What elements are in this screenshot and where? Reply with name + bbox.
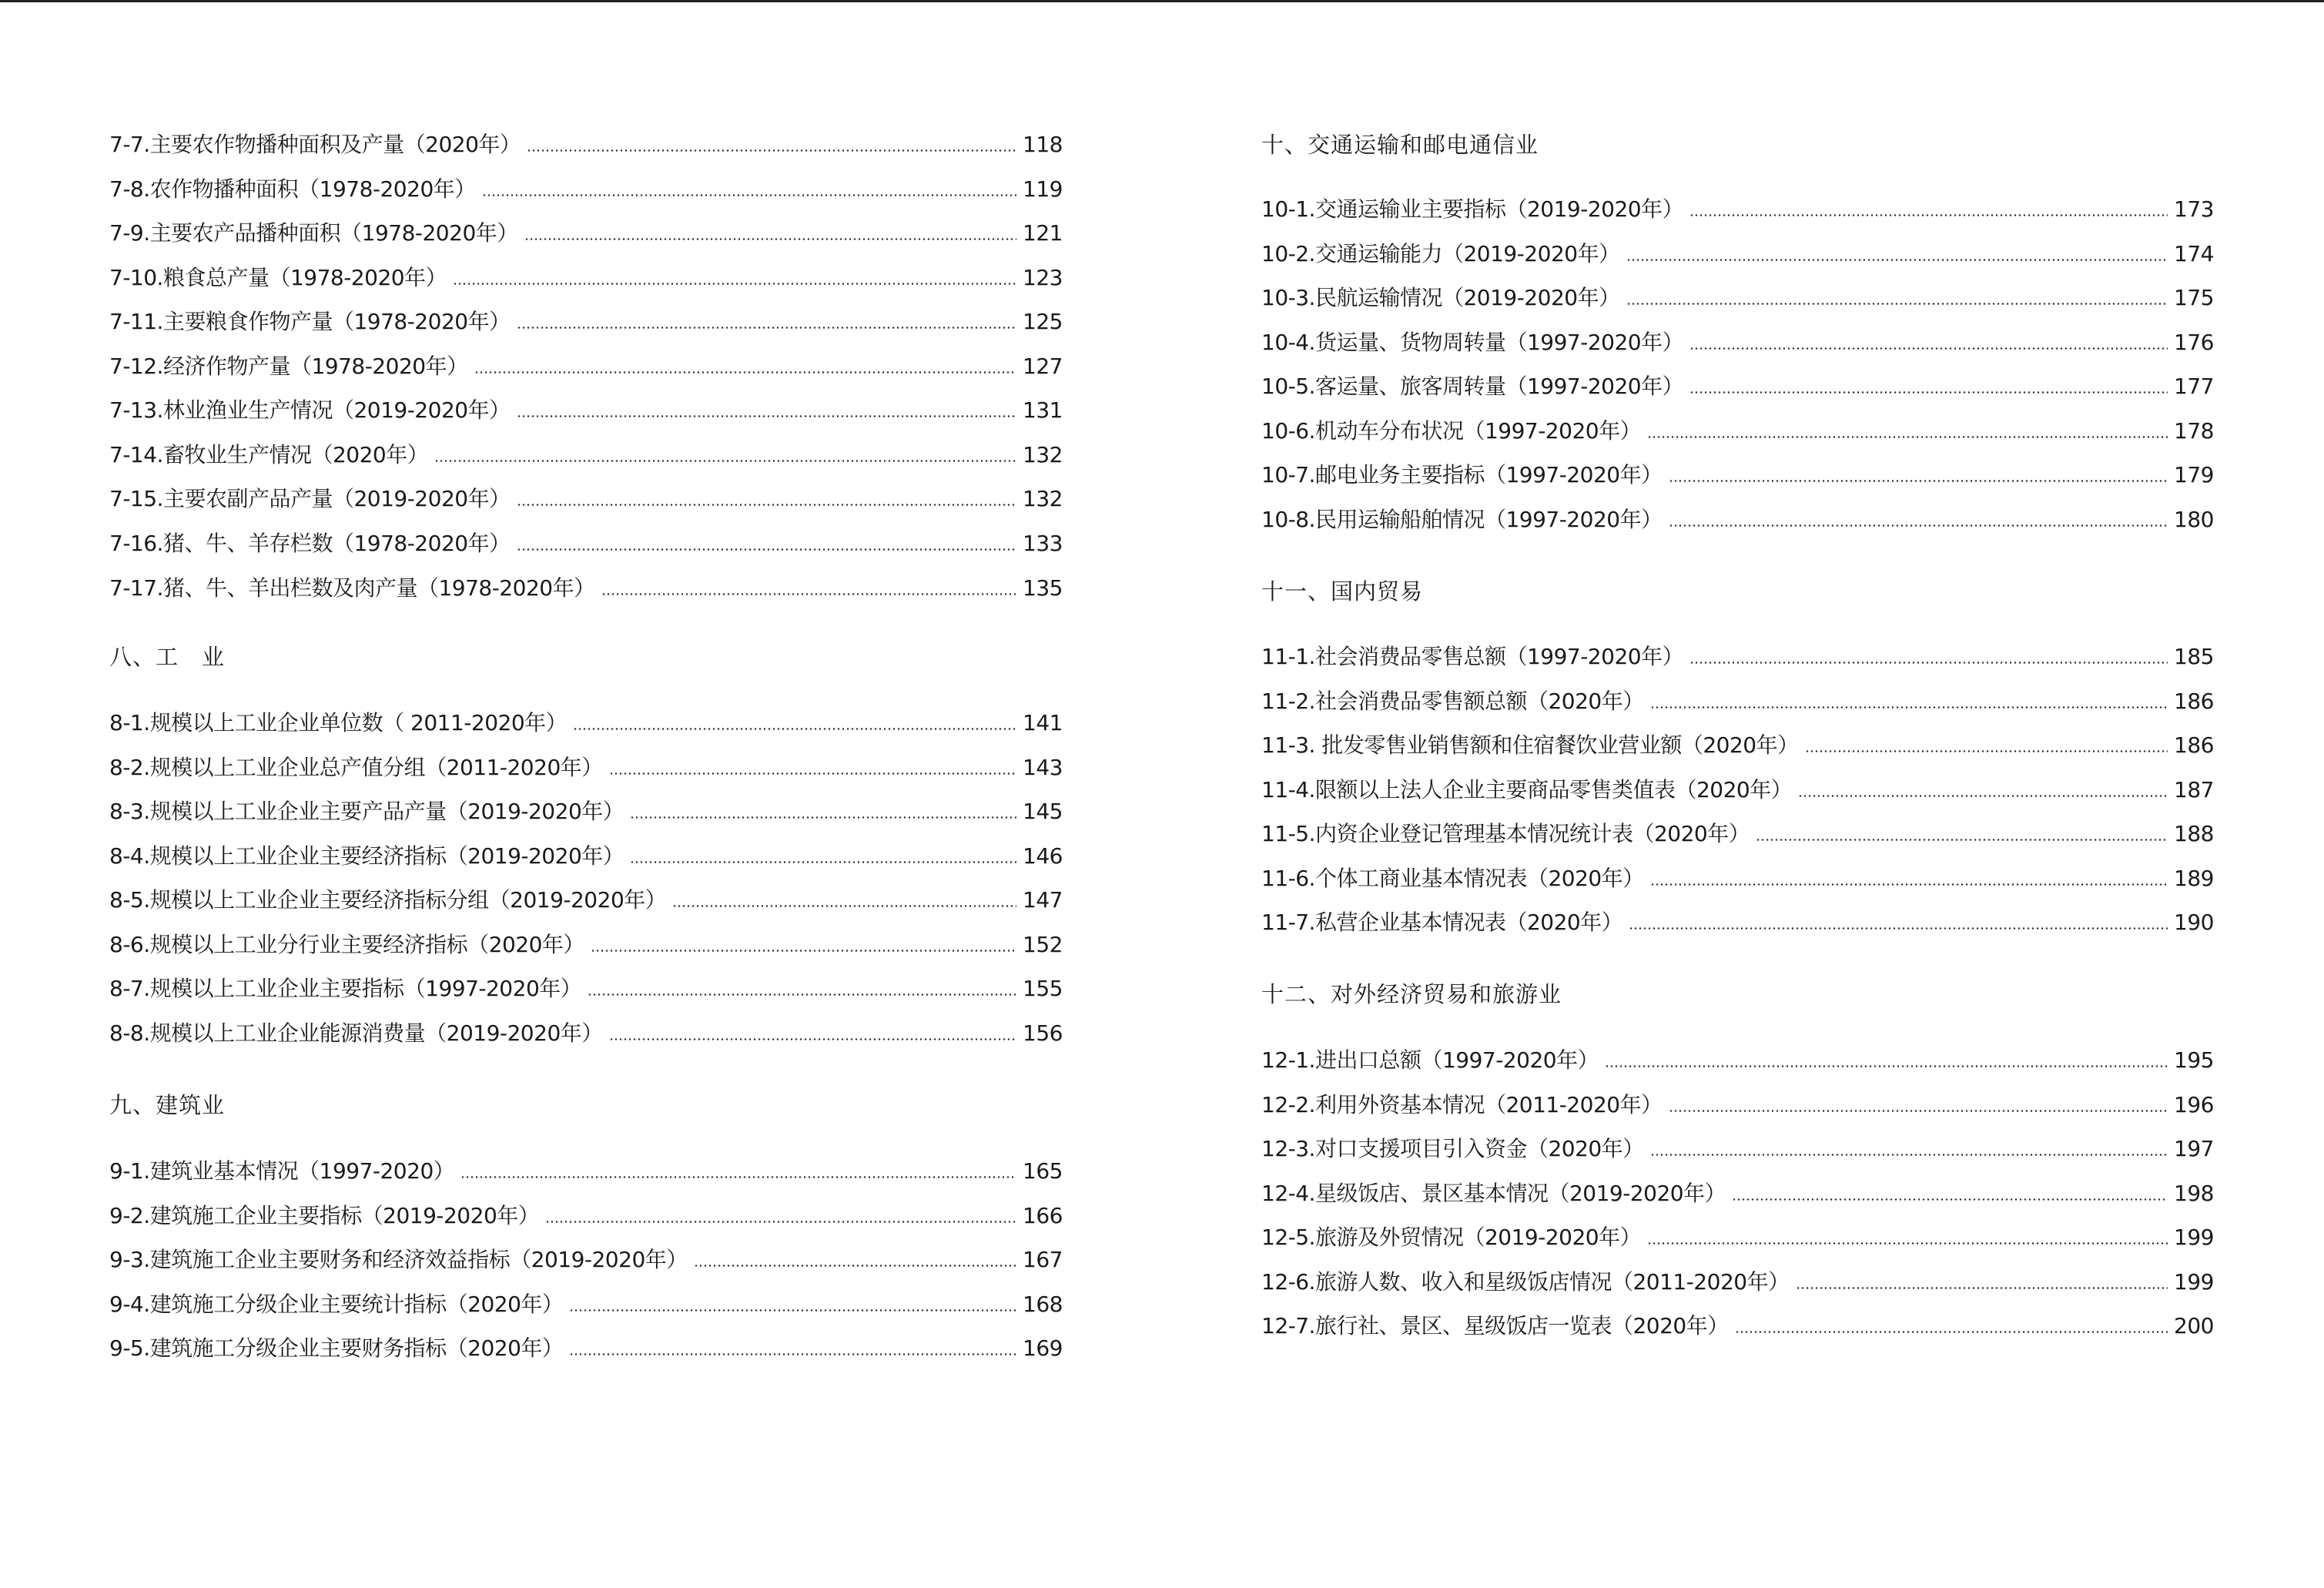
toc-entry-page-number: 190 — [2174, 910, 2214, 936]
toc-entry-page-number: 127 — [1023, 353, 1063, 379]
dot-leader — [1689, 662, 2168, 664]
dot-leader — [1605, 1065, 2168, 1067]
toc-entry-page-number: 119 — [1023, 176, 1063, 202]
toc-entry-page-number: 132 — [1023, 486, 1063, 512]
toc-entry[interactable] — [109, 514, 1063, 559]
toc-entry-title: 12-5.旅游及外贸情况（2019-2020年） — [1261, 1225, 1642, 1251]
toc-entry[interactable] — [1261, 893, 2214, 938]
dot-leader — [630, 816, 1016, 819]
toc-entry[interactable] — [109, 1319, 1063, 1364]
toc-entry-page-number: 188 — [2174, 821, 2214, 847]
toc-entry[interactable] — [1261, 1164, 2214, 1209]
dot-leader — [1689, 214, 2168, 216]
dot-leader — [1650, 706, 2168, 709]
toc-entry-page-number: 121 — [1023, 220, 1063, 246]
toc-entry-page-number: 198 — [2174, 1180, 2214, 1206]
dot-leader — [1689, 391, 2168, 394]
toc-entry-title: 9-1.建筑业基本情况（1997-2020） — [109, 1158, 455, 1184]
toc-entry-page-number: 175 — [2174, 285, 2214, 311]
toc-entry-title: 7-11.主要粮食作物产量（1978-2020年） — [109, 309, 511, 335]
toc-entry[interactable] — [109, 160, 1063, 205]
toc-entry-title: 7-8.农作物播种面积（1978-2020年） — [109, 176, 476, 202]
dot-leader — [569, 1309, 1016, 1312]
toc-entry[interactable] — [1261, 1297, 2214, 1342]
toc-entry-page-number: 143 — [1023, 754, 1063, 780]
toc-entry-title: 12-4.星级饭店、景区基本情况（2019-2020年） — [1261, 1180, 1726, 1206]
toc-entry-title: 8-8.规模以上工业企业能源消费量（2019-2020年） — [109, 1020, 603, 1046]
toc-entry-page-number: 195 — [2174, 1047, 2214, 1073]
toc-entry-page-number: 186 — [2174, 732, 2214, 759]
toc-entry-page-number: 199 — [2174, 1268, 2214, 1295]
dot-leader — [1796, 1287, 2168, 1289]
toc-entry-page-number: 176 — [2174, 329, 2214, 355]
toc-entry-page-number: 187 — [2174, 776, 2214, 802]
toc-entry[interactable] — [109, 782, 1063, 827]
dot-leader — [517, 504, 1016, 506]
toc-entry[interactable] — [109, 871, 1063, 916]
dot-leader — [609, 772, 1016, 775]
toc-entry-title: 8-5.规模以上工业企业主要经济指标分组（2019-2020年） — [109, 887, 667, 913]
toc-entry-title: 10-5.客运量、旅客周转量（1997-2020年） — [1261, 374, 1684, 400]
toc-entry[interactable] — [1261, 269, 2214, 313]
toc-entry-page-number: 167 — [1023, 1247, 1063, 1273]
toc-entry-title: 11-2.社会消费品零售额总额（2020年） — [1261, 688, 1644, 714]
toc-entry[interactable] — [109, 204, 1063, 249]
toc-entry-title: 12-7.旅行社、景区、星级饭店一览表（2020年） — [1261, 1313, 1729, 1339]
toc-entry-title: 10-1.交通运输业主要指标（2019-2020年） — [1261, 196, 1684, 222]
toc-entry-title: 10-7.邮电业务主要指标（1997-2020年） — [1261, 462, 1663, 488]
toc-entry-page-number: 135 — [1023, 575, 1063, 601]
toc-entry-title: 7-16.猪、牛、羊存栏数（1978-2020年） — [109, 530, 511, 556]
toc-entry[interactable] — [1261, 716, 2214, 761]
toc-entry[interactable] — [1261, 313, 2214, 358]
section-heading-foreign-trade: 十二、对外经济贸易和旅游业 — [1261, 981, 1562, 1007]
dot-leader — [1735, 1331, 2168, 1333]
toc-entry[interactable] — [109, 116, 1063, 160]
dot-leader — [524, 238, 1016, 240]
toc-entry-page-number: 152 — [1023, 931, 1063, 957]
dot-leader — [1669, 524, 2168, 527]
toc-entry-page-number: 199 — [2174, 1225, 2214, 1251]
toc-entry-title: 10-8.民用运输船舶情况（1997-2020年） — [1261, 506, 1663, 532]
dot-leader — [1629, 927, 2168, 930]
toc-entry[interactable] — [109, 916, 1063, 960]
dot-leader — [569, 1353, 1016, 1355]
toc-entry[interactable] — [1261, 491, 2214, 535]
toc-entry-title: 7-10.粮食总产量（1978-2020年） — [109, 264, 447, 290]
toc-entry-page-number: 186 — [2174, 688, 2214, 714]
dot-leader — [474, 371, 1016, 374]
toc-entry-page-number: 196 — [2174, 1091, 2214, 1117]
toc-entry-title: 7-7.主要农作物播种面积及产量（2020年） — [109, 132, 521, 157]
toc-entry[interactable] — [1261, 1076, 2214, 1121]
toc-entry-title: 7-15.主要农副产品产量（2019-2020年） — [109, 486, 511, 512]
dot-leader — [482, 194, 1016, 196]
dot-leader — [1669, 1110, 2168, 1112]
toc-entry-page-number: 197 — [2174, 1136, 2214, 1162]
toc-entry-title: 7-12.经济作物产量（1978-2020年） — [109, 353, 468, 379]
toc-entry[interactable] — [1261, 761, 2214, 806]
toc-entry-page-number: 125 — [1023, 309, 1063, 335]
dot-leader — [601, 593, 1016, 595]
toc-entry[interactable] — [1261, 225, 2214, 270]
toc-entry-page-number: 166 — [1023, 1202, 1063, 1228]
toc-entry-title: 11-4.限额以上法人企业主要商品零售类值表（2020年） — [1261, 776, 1793, 802]
dot-leader — [573, 728, 1016, 730]
toc-entry-title: 9-5.建筑施工分级企业主要财务指标（2020年） — [109, 1335, 564, 1362]
toc-entry-page-number: 133 — [1023, 530, 1063, 556]
toc-entry[interactable] — [1261, 1253, 2214, 1298]
dot-leader — [1647, 436, 2168, 438]
section-heading-transport: 十、交通运输和邮电通信业 — [1261, 132, 1539, 158]
toc-entry-title: 11-5.内资企业登记管理基本情况统计表（2020年） — [1261, 821, 1750, 847]
toc-entry-page-number: 189 — [2174, 865, 2214, 891]
dot-leader — [527, 149, 1016, 152]
toc-entry[interactable] — [109, 249, 1063, 293]
toc-entry[interactable] — [1261, 805, 2214, 849]
toc-entry-title: 10-6.机动车分布状况（1997-2020年） — [1261, 417, 1642, 444]
dot-leader — [517, 415, 1016, 417]
toc-entry[interactable] — [109, 960, 1063, 1004]
toc-entry-page-number: 132 — [1023, 441, 1063, 467]
toc-entry-page-number: 145 — [1023, 799, 1063, 825]
toc-entry-title: 11-3. 批发零售业销售额和住宿餐饮业营业额（2020年） — [1261, 732, 1799, 759]
dot-leader — [609, 1038, 1016, 1040]
dot-leader — [1756, 839, 2168, 841]
toc-entry-title: 7-9.主要农产品播种面积（1978-2020年） — [109, 220, 518, 246]
dot-leader — [591, 950, 1016, 952]
dot-leader — [1626, 259, 2168, 261]
toc-entry-page-number: 155 — [1023, 976, 1063, 1002]
toc-entry[interactable] — [109, 381, 1063, 426]
toc-entry-title: 12-2.利用外资基本情况（2011-2020年） — [1261, 1091, 1663, 1117]
toc-entry[interactable] — [1261, 1120, 2214, 1164]
toc-entry-title: 11-1.社会消费品零售总额（1997-2020年） — [1261, 644, 1684, 669]
toc-entry[interactable] — [109, 1142, 1063, 1187]
toc-entry-title: 7-14.畜牧业生产情况（2020年） — [109, 441, 429, 467]
toc-entry[interactable] — [109, 827, 1063, 872]
dot-leader — [694, 1265, 1016, 1267]
toc-entry-page-number: 131 — [1023, 397, 1063, 424]
toc-entry-title: 7-13.林业渔业生产情况（2019-2020年） — [109, 397, 511, 424]
toc-entry-title: 9-2.建筑施工企业主要指标（2019-2020年） — [109, 1202, 540, 1228]
toc-entry-title: 8-3.规模以上工业企业主要产品产量（2019-2020年） — [109, 799, 625, 825]
toc-entry-page-number: 177 — [2174, 374, 2214, 400]
dot-leader — [1650, 1154, 2168, 1156]
toc-entry-title: 8-1.规模以上工业企业单位数（ 2011-2020年） — [109, 710, 568, 735]
dot-leader — [1732, 1198, 2168, 1201]
toc-entry-page-number: 168 — [1023, 1291, 1063, 1317]
toc-entry[interactable] — [1261, 1031, 2214, 1076]
dot-leader — [672, 905, 1016, 907]
toc-entry-title: 11-6.个体工商业基本情况表（2020年） — [1261, 865, 1644, 891]
toc-entry-title: 9-4.建筑施工分级企业主要统计指标（2020年） — [109, 1291, 564, 1317]
toc-entry-page-number: 169 — [1023, 1335, 1063, 1362]
toc-entry-page-number: 123 — [1023, 264, 1063, 290]
toc-entry[interactable] — [109, 694, 1063, 739]
toc-entry[interactable] — [109, 426, 1063, 471]
toc-entry-page-number: 173 — [2174, 196, 2214, 222]
dot-leader — [517, 548, 1016, 551]
dot-leader — [1669, 480, 2168, 482]
toc-entry-title: 11-7.私营企业基本情况表（2020年） — [1261, 910, 1623, 936]
toc-entry-page-number: 165 — [1023, 1158, 1063, 1184]
dot-leader — [453, 283, 1016, 285]
toc-entry-title: 9-3.建筑施工企业主要财务和经济效益指标（2019-2020年） — [109, 1247, 688, 1273]
toc-entry-page-number: 185 — [2174, 644, 2214, 669]
toc-entry-page-number: 180 — [2174, 506, 2214, 532]
dot-leader — [1647, 1242, 2168, 1245]
toc-entry-title: 8-2.规模以上工业企业总产值分组（2011-2020年） — [109, 754, 603, 780]
toc-entry[interactable] — [1261, 446, 2214, 491]
dot-leader — [1650, 883, 2168, 886]
toc-entry-title: 12-3.对口支援项目引入资金（2020年） — [1261, 1136, 1644, 1162]
toc-entry-title: 8-4.规模以上工业企业主要经济指标（2019-2020年） — [109, 843, 625, 869]
toc-entry[interactable] — [109, 1231, 1063, 1275]
section-heading-domestic-trade: 十一、国内贸易 — [1261, 578, 1424, 605]
dot-leader — [630, 861, 1016, 863]
toc-entry[interactable] — [1261, 180, 2214, 225]
toc-entry-page-number: 200 — [2174, 1313, 2214, 1339]
toc-entry-title: 10-3.民航运输情况（2019-2020年） — [1261, 285, 1620, 311]
dot-leader — [1626, 303, 2168, 305]
toc-entry-title: 8-6.规模以上工业分行业主要经济指标（2020年） — [109, 931, 584, 957]
toc-entry[interactable] — [1261, 357, 2214, 402]
dot-leader — [1689, 347, 2168, 350]
toc-entry-title: 10-2.交通运输能力（2019-2020年） — [1261, 240, 1620, 266]
toc-entry[interactable] — [1261, 672, 2214, 717]
dot-leader — [545, 1221, 1016, 1223]
toc-entry-page-number: 118 — [1023, 132, 1063, 157]
section-heading-industry: 八、工 业 — [109, 644, 226, 670]
toc-entry-page-number: 147 — [1023, 887, 1063, 913]
toc-entry[interactable] — [109, 337, 1063, 382]
toc-entry-page-number: 146 — [1023, 843, 1063, 869]
top-border-line — [0, 0, 2324, 2]
section-heading-construction: 九、建筑业 — [109, 1092, 226, 1118]
toc-entry-title: 8-7.规模以上工业企业主要指标（1997-2020年） — [109, 976, 582, 1002]
dot-leader — [1805, 750, 2168, 752]
dot-leader — [588, 993, 1016, 996]
toc-entry-title: 10-4.货运量、货物周转量（1997-2020年） — [1261, 329, 1684, 355]
toc-entry[interactable] — [109, 1275, 1063, 1320]
toc-entry[interactable] — [1261, 1208, 2214, 1253]
toc-entry-title: 12-6.旅游人数、收入和星级饭店情况（2011-2020年） — [1261, 1268, 1790, 1295]
toc-entry[interactable] — [1261, 402, 2214, 447]
dot-leader — [1798, 795, 2168, 797]
toc-entry-page-number: 179 — [2174, 462, 2214, 488]
dot-leader — [460, 1176, 1016, 1178]
toc-entry[interactable] — [109, 470, 1063, 514]
toc-entry[interactable] — [109, 559, 1063, 604]
toc-entry-page-number: 174 — [2174, 240, 2214, 266]
toc-entry-title: 12-1.进出口总额（1997-2020年） — [1261, 1047, 1599, 1073]
toc-entry-page-number: 178 — [2174, 417, 2214, 444]
toc-entry[interactable] — [109, 293, 1063, 337]
toc-entry-page-number: 141 — [1023, 710, 1063, 735]
dot-leader — [434, 460, 1016, 462]
toc-entry[interactable] — [1261, 628, 2214, 672]
toc-entry[interactable] — [109, 1004, 1063, 1049]
toc-entry[interactable] — [1261, 849, 2214, 894]
toc-entry-title: 7-17.猪、牛、羊出栏数及肉产量（1978-2020年） — [109, 575, 595, 601]
dot-leader — [517, 327, 1016, 329]
toc-entry-page-number: 156 — [1023, 1020, 1063, 1046]
toc-entry[interactable] — [109, 1187, 1063, 1231]
toc-entry[interactable] — [109, 739, 1063, 783]
